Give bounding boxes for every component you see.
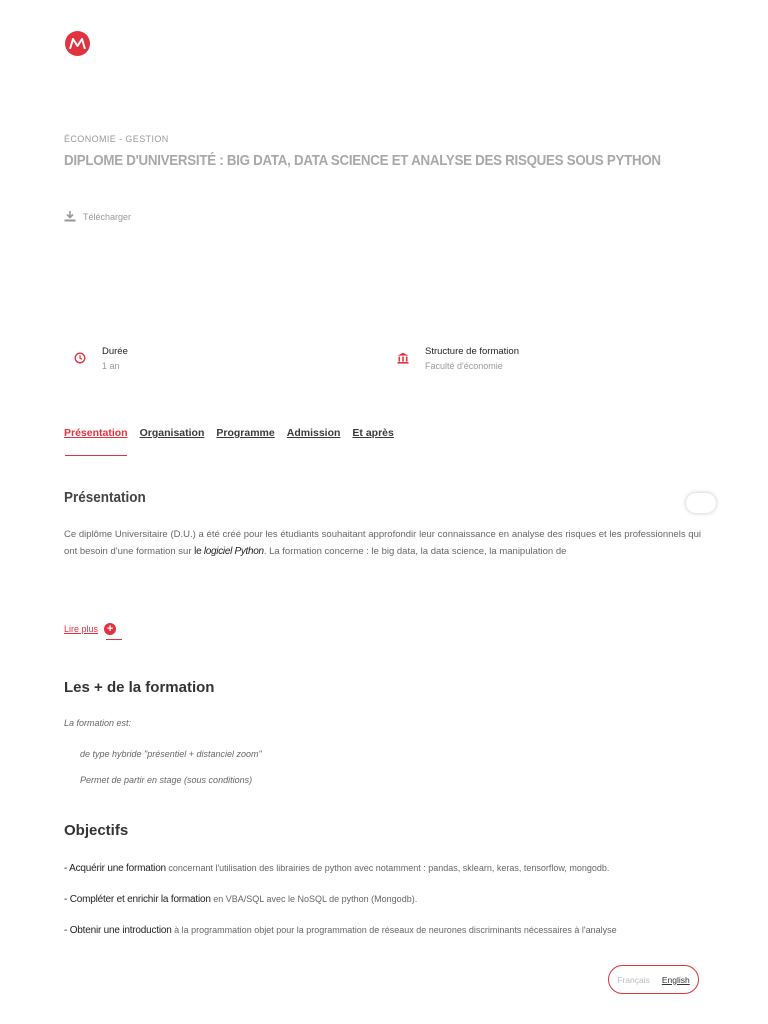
python-italic: logiciel Python [203, 546, 264, 557]
objective-rest: concernant l'utilisation des librairies de python avec notamment : pandas, sklearn, keras, tensorflow, mongodb. [165, 863, 610, 873]
plus-item: Permet de partir en stage (sous conditions) [80, 775, 253, 785]
presentation-text-end: . La formation concerne : le big data, la data science, la manipulation de [263, 546, 567, 557]
tab-programme[interactable]: Programme [216, 427, 275, 439]
plus-heading: Les + de la formation [64, 679, 215, 696]
download-link[interactable] [64, 211, 131, 222]
presentation-text-start: Ce diplôme Universitaire (D.U.) a été créé pour les étudiants souhaitant approfondir leur connaissance en analyse des risques et les professionnels qui ont besoin d'une formation sur [64, 529, 701, 557]
duration-info [74, 346, 128, 371]
logo-mark-icon [69, 37, 86, 50]
structure-value: Faculté d'économie [425, 361, 503, 371]
presentation-heading: Présentation [64, 489, 146, 506]
download-label: Télécharger [83, 211, 132, 222]
presentation-text [64, 526, 701, 560]
download-icon [64, 211, 76, 222]
objective-strong: - Acquérir une formation [64, 863, 166, 874]
active-tab-indicator [65, 455, 127, 456]
language-switcher [608, 965, 699, 994]
clock-icon [74, 352, 86, 364]
duration-label: Durée [102, 346, 128, 357]
tab-organisation[interactable]: Organisation [139, 427, 205, 439]
section-tabs [64, 427, 394, 439]
language-fr[interactable]: Français [617, 974, 650, 985]
objective-rest: en VBA/SQL avec le NoSQL de python (Mongodb). [210, 894, 418, 904]
tab-et-apres[interactable]: Et après [352, 427, 394, 439]
plus-intro: La formation est: [64, 718, 132, 728]
python-prefix: le [194, 546, 204, 557]
objective-item [64, 860, 701, 877]
duration-value: 1 an [102, 361, 120, 371]
plus-item: de type hybride "présentiel + distanciel zoom" [80, 749, 262, 759]
objective-item [64, 922, 701, 939]
python-link[interactable] [194, 546, 264, 557]
objective-rest: à la programmation objet pour la programmation de réseaux de neurones discriminants nécessaires à l'analyse [171, 925, 617, 935]
floating-toggle[interactable] [686, 493, 716, 513]
tab-admission[interactable]: Admission [286, 427, 341, 439]
objective-strong: - Obtenir une introduction [64, 925, 172, 936]
breadcrumb-category[interactable]: ÉCONOMIE - GESTION [64, 134, 169, 144]
university-logo[interactable] [65, 31, 90, 56]
read-more-underline [106, 639, 122, 640]
page-title: DIPLOME D'UNIVERSITÉ : BIG DATA, DATA SCIENCE ET ANALYSE DES RISQUES SOUS PYTHON [64, 153, 661, 169]
objective-item [64, 891, 701, 908]
plus-circle-icon: + [104, 623, 116, 635]
institution-icon [397, 352, 409, 364]
read-more-button[interactable] [64, 623, 116, 635]
objective-strong: - Compléter et enrichir la formation [64, 894, 211, 905]
language-en[interactable]: English [661, 974, 690, 985]
read-more-label: Lire plus [64, 624, 99, 634]
objectifs-heading: Objectifs [64, 822, 129, 839]
structure-label: Structure de formation [425, 346, 519, 357]
tab-presentation[interactable]: Présentation [64, 427, 128, 439]
structure-info [397, 346, 519, 371]
